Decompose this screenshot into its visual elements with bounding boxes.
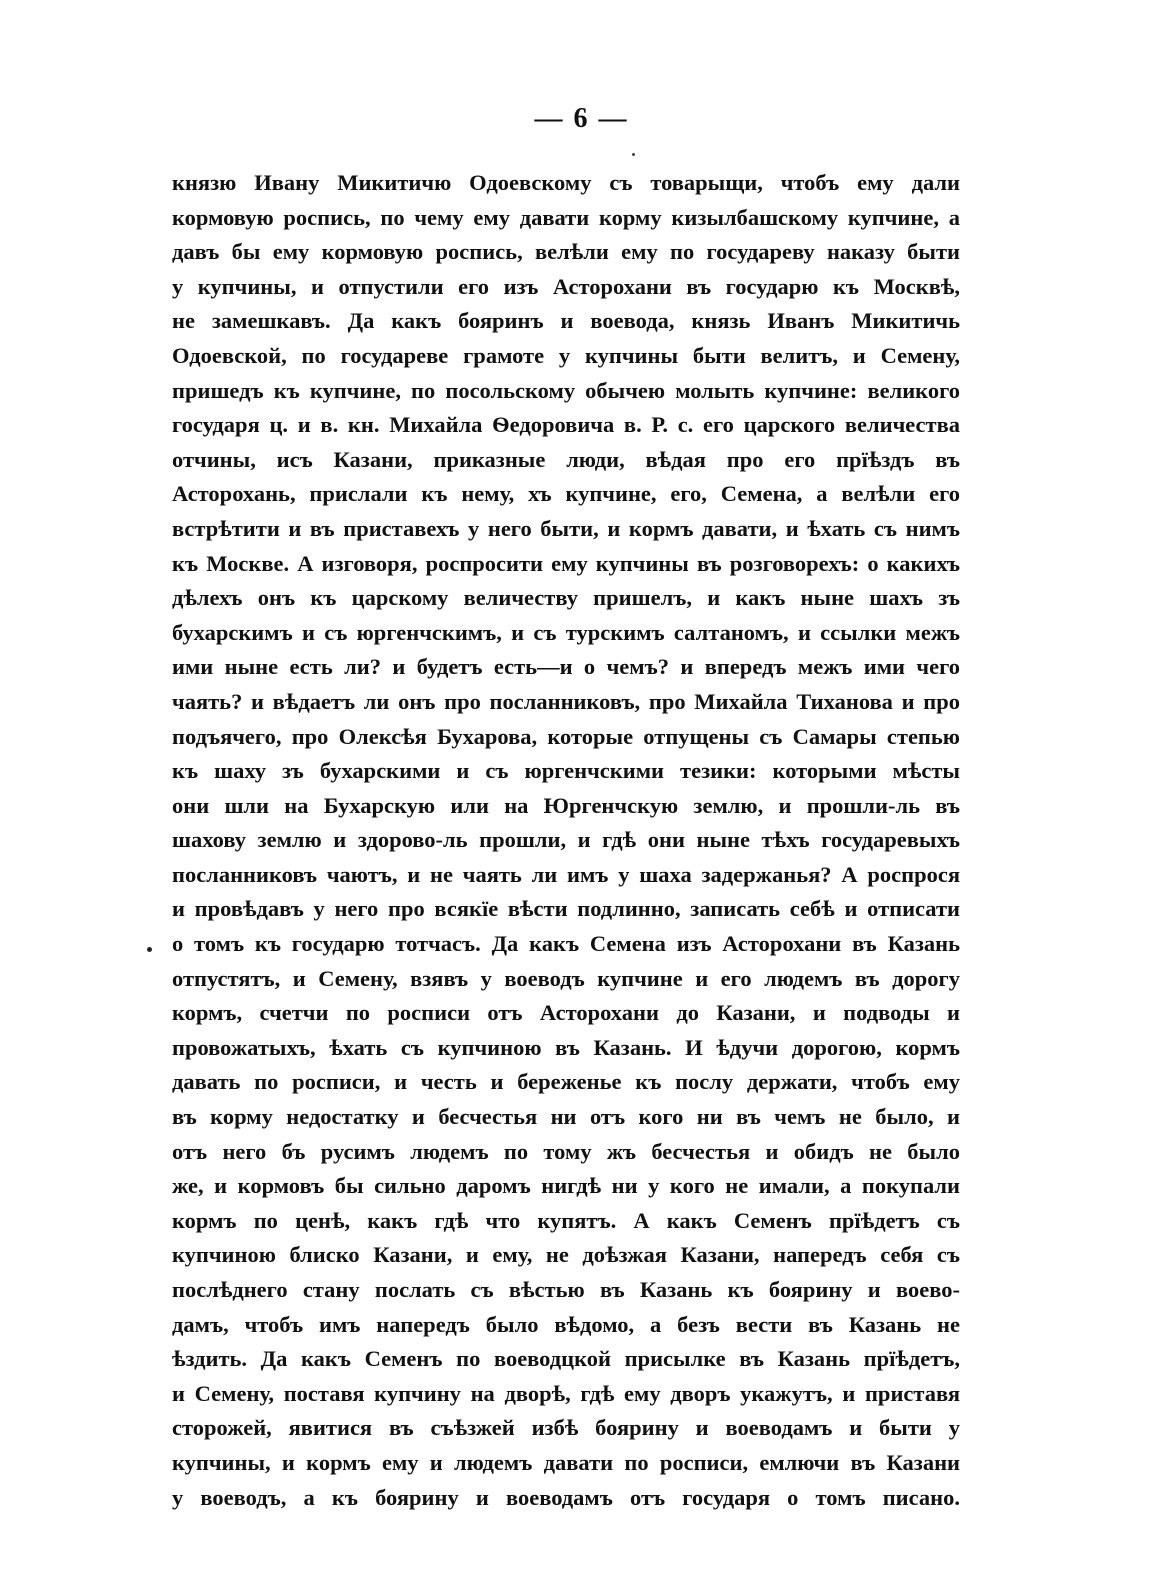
text-line: ими ныне есть ли? и будетъ есть—и о чемъ? и впередъ межъ ими чего bbox=[172, 654, 960, 680]
text-line: къ шаху зъ бухарскими и съ юргенчскими тезики: которыми мѣсты bbox=[172, 758, 960, 784]
body-text bbox=[172, 166, 960, 1515]
text-line: подъячего, про Олексѣя Бухарова, которые отпущены съ Самары степью bbox=[172, 723, 960, 749]
text-line: пришедъ къ купчине, по посольскому обычею молыть купчине: великого bbox=[172, 377, 960, 403]
text-line: провожатыхъ, ѣхать съ купчиною въ Казань. И ѣдучи дорогою, кормъ bbox=[172, 1034, 960, 1060]
text-line: дѣлехъ онъ къ царскому величеству пришелъ, и какъ ныне шахъ зъ bbox=[172, 585, 960, 611]
text-line: кормъ по ценѣ, какъ гдѣ что купятъ. А какъ Семенъ прїѣдетъ съ bbox=[172, 1207, 960, 1233]
page-number: — 6 — bbox=[534, 103, 629, 134]
text-line: ѣздить. Да какъ Семенъ по воеводцкой присылке въ Казань прїѣдетъ, bbox=[172, 1346, 960, 1372]
text-line: отпустятъ, и Семену, взявъ у воеводъ купчине и его людемъ въ дорогу bbox=[172, 965, 960, 991]
text-line: купчиною блиско Казани, и ему, не доѣзжая Казани, напередъ себя съ bbox=[172, 1242, 960, 1268]
text-line: о томъ къ государю тотчасъ. Да какъ Семена изъ Асторохани въ Казань bbox=[172, 931, 960, 957]
text-line: кормъ, счетчи по росписи отъ Асторохани до Казани, и подводы и bbox=[172, 1000, 960, 1026]
text-line: отъ него бъ русимъ людемъ по тому жъ бесчестья и обидъ не было bbox=[172, 1138, 960, 1164]
text-line: Асторохань, прислали къ нему, хъ купчине, его, Семена, а велѣли его bbox=[172, 481, 960, 507]
text-line: въ корму недостатку и бесчестья ни отъ кого ни въ чемъ не было, и bbox=[172, 1104, 960, 1130]
text-line: у воеводъ, а къ боярину и воеводамъ отъ государя о томъ писано. bbox=[172, 1484, 960, 1510]
text-line: послѣднего стану послать съ вѣстью въ Казань къ боярину и воево- bbox=[172, 1277, 960, 1302]
text-line: давъ бы ему кормовую роспись, велѣли ему по государеву наказу быти bbox=[172, 239, 960, 265]
text-line: сторожей, явитися въ съѣзжей избѣ боярину и воеводамъ и быти у bbox=[172, 1415, 960, 1441]
text-line: Одоевской, по государеве грамоте у купчины быти велитъ, и Семену, bbox=[172, 342, 960, 368]
text-line: кормовую роспись, по чему ему давати корму кизылбашскому купчине, а bbox=[172, 204, 960, 230]
text-line: и провѣдавъ у него про всякїе вѣсти подлинно, записать себѣ и отписати bbox=[172, 896, 960, 922]
text-line: чаять? и вѣдаетъ ли онъ про посланниковъ, про Михайла Тиханова и про bbox=[172, 688, 960, 714]
text-line: бухарскимъ и съ юргенчскимъ, и съ турскимъ салтаномъ, и ссылки межъ bbox=[172, 619, 960, 645]
text-line: они шли на Бухарскую или на Юргенчскую землю, и прошли-ль въ bbox=[172, 792, 960, 818]
text-line: у купчины, и отпустили его изъ Асторохани въ государю къ Москвѣ, bbox=[172, 273, 960, 299]
text-line: не замешкавъ. Да какъ бояринъ и воевода, князь Иванъ Микитичь bbox=[172, 308, 960, 334]
text-line: дамъ, чтобъ имъ напередъ было вѣдомо, а безъ вести въ Казань не bbox=[172, 1311, 960, 1337]
text-line: посланниковъ чаютъ, и не чаять ли имъ у шаха задержанья? А роспрося bbox=[172, 861, 960, 887]
text-line: отчины, исъ Казани, приказные люди, вѣдая про его прїѣздъ въ bbox=[172, 446, 960, 472]
text-line: купчины, и кормъ ему и людемъ давати по росписи, емлючи въ Казани bbox=[172, 1449, 960, 1475]
text-line: же, и кормовъ бы сильно даромъ нигдѣ ни у кого не имали, а покупали bbox=[172, 1173, 960, 1199]
text-line: встрѣтити и въ приставехъ у него быти, и кормъ давати, и ѣхать съ нимъ bbox=[172, 515, 960, 541]
text-line: къ Москве. А изговоря, роспросити ему купчины въ розговорехъ: о какихъ bbox=[172, 550, 960, 576]
text-line: шахову землю и здорово-ль прошли, и гдѣ они ныне тѣхъ государевыхъ bbox=[172, 827, 960, 853]
text-line: и Семену, поставя купчину на дворѣ, гдѣ ему дворъ укажутъ, и приставя bbox=[172, 1380, 960, 1406]
text-line: государя ц. и в. кн. Михайла Ѳедоровича в. Р. с. его царского величества bbox=[172, 412, 960, 438]
scan-speck bbox=[632, 153, 635, 156]
margin-mark bbox=[147, 947, 152, 952]
text-line: давать по росписи, и честь и береженье къ послу держати, чтобъ ему bbox=[172, 1069, 960, 1095]
text-line: князю Ивану Микитичю Одоевскому съ товарыщи, чтобъ ему дали bbox=[172, 170, 960, 195]
